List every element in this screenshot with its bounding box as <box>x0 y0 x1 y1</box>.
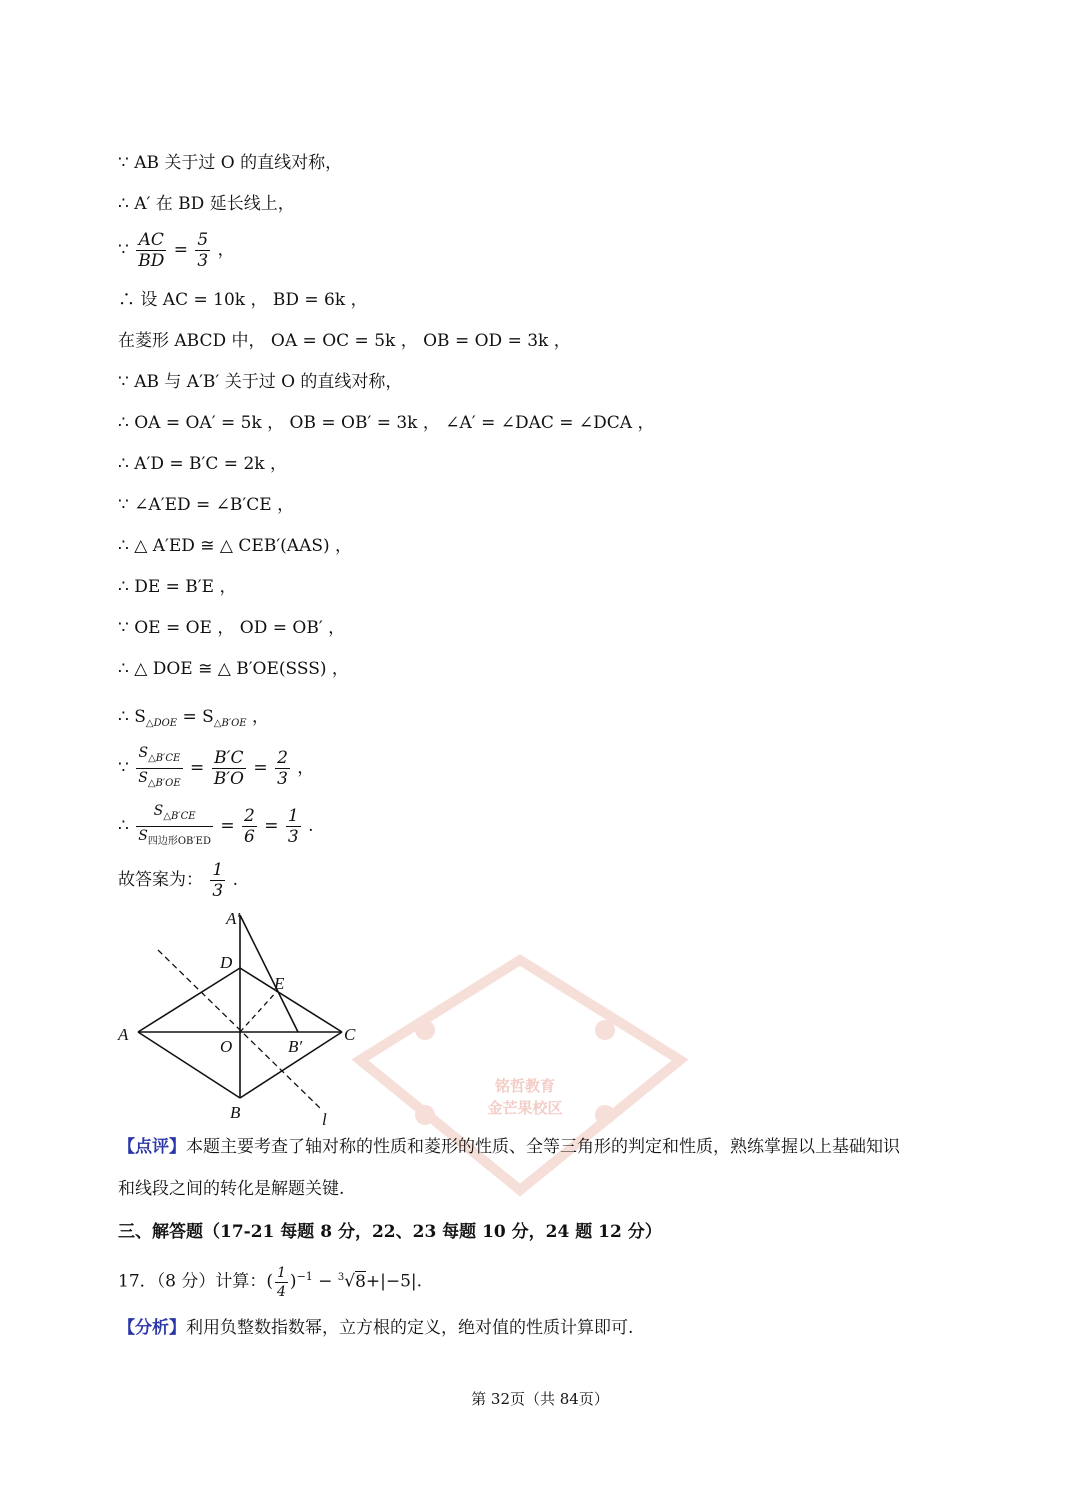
answer-line: 故答案为： $\frac{1}{3}$ . <box>118 860 239 901</box>
label-d: D <box>220 953 233 972</box>
fraction-2-3: $\frac{2}{3}$ <box>277 748 288 789</box>
answer-fraction: $\frac{1}{3}$ <box>212 860 224 901</box>
proof-line-7: ∴ OA = OA′ = 5k ， OB = OB′ = 3k ， ∠A′ = ∠DAC = ∠DCA ， <box>118 413 655 433</box>
fraction-1-4: $\frac{1}{4}$ <box>277 1264 286 1300</box>
problem-17: 17．（8 分）计算：( $\frac{1}{4}$ )$^{-1}$ − $^3$√8+|−5|. <box>118 1264 423 1300</box>
analysis-tag: 【分析】 <box>118 1318 186 1338</box>
segment-dc <box>240 968 342 1032</box>
rhombus-figure <box>110 900 370 1130</box>
comment-tag: 【点评】 <box>118 1137 186 1157</box>
proof-line-15: ∵ $\frac{S_{\triangle B'CE}}{S_{\triangle B'OE}}$ = $\frac{B'C}{B'O}$ = $\frac{2}{3}$ ， <box>118 744 314 793</box>
label-l: l <box>322 1110 327 1129</box>
segment-oe-dashed <box>240 990 278 1032</box>
proof-line-4: ∴ 设 AC = 10k ， BD = 6k ， <box>118 290 368 310</box>
fraction-area-ratio: $\frac{S_{\triangle B'CE}}{S_{\triangle B'OE}}$ <box>138 745 181 789</box>
label-a-prime: A′ <box>226 909 241 928</box>
proof-line-8: ∴ A′D = B′C = 2k ， <box>118 454 287 474</box>
label-c: C <box>344 1025 356 1044</box>
fraction-2-6: $\frac{2}{6}$ <box>244 806 255 847</box>
proof-line-11: ∴ DE = B′E ， <box>118 577 237 597</box>
analysis-line: 【分析】利用负整数指数幂，立方根的定义，绝对值的性质计算即可. <box>118 1318 634 1338</box>
fraction-area-quad: $\frac{S_{\triangle B'CE}}{S_{四边形OB'ED}}$ <box>138 803 211 847</box>
proof-line-12: ∵ OE = OE ， OD = OB′ ， <box>118 618 346 638</box>
section-title: 三、解答题（17-21 每题 8 分，22、23 每题 10 分，24 题 12 分） <box>118 1222 662 1242</box>
proof-line-2: ∴ A′ 在 BD 延长线上， <box>118 194 295 214</box>
fraction-5-3: $\frac{5}{3}$ <box>197 230 209 271</box>
label-a: A <box>118 1025 129 1044</box>
proof-line-9: ∵ ∠A′ED = ∠B′CE ， <box>118 495 295 515</box>
proof-line-3: ∵ $\frac{AC}{BD}$ = $\frac{5}{3}$ ， <box>118 230 235 271</box>
label-e: E <box>274 974 285 993</box>
fraction-ac-bd: $\frac{AC}{BD}$ <box>138 230 165 271</box>
proof-line-14: ∴ $S_{\triangle DOE} = S_{\triangle B'OE}$ ， <box>118 707 270 729</box>
because-symbol: ∵ <box>118 240 129 260</box>
segment-ad <box>138 968 240 1032</box>
comment-line-2: 和线段之间的转化是解题关键. <box>118 1179 345 1199</box>
label-o: O <box>220 1037 233 1056</box>
label-b-prime: B′ <box>288 1037 303 1056</box>
watermark-text: 铭哲教育 金芒果校区 <box>487 1077 563 1117</box>
proof-line-16: ∴ $\frac{S_{\triangle B'CE}}{S_{四边形OB'ED}}$ = $\frac{2}{6}$ = $\frac{1}{3}$ . <box>118 802 314 851</box>
page-footer: 第 32页（共 84页） <box>471 1390 609 1408</box>
proof-line-13: ∴ △ DOE ≅ △ B′OE(SSS) ， <box>118 659 349 679</box>
proof-line-6: ∵ AB 与 A′B′ 关于过 O 的直线对称， <box>118 372 403 392</box>
fraction-1-3: $\frac{1}{3}$ <box>287 806 299 847</box>
proof-line-1: ∵ AB 关于过 O 的直线对称， <box>118 153 343 173</box>
comment-line-1: 【点评】本题主要考查了轴对称的性质和菱形的性质、全等三角形的判定和性质，熟练掌握以上基础知识 <box>118 1137 900 1157</box>
equals-sign: = <box>173 240 189 260</box>
proof-line-5: 在菱形 ABCD 中， OA = OC = 5k ， OB = OD = 3k ， <box>118 331 571 351</box>
fraction-bc-bo: $\frac{B'C}{B'O}$ <box>213 748 244 789</box>
proof-line-10: ∴ △ A′ED ≅ △ CEB′(AAS) ， <box>118 536 353 556</box>
label-b: B <box>230 1103 241 1122</box>
